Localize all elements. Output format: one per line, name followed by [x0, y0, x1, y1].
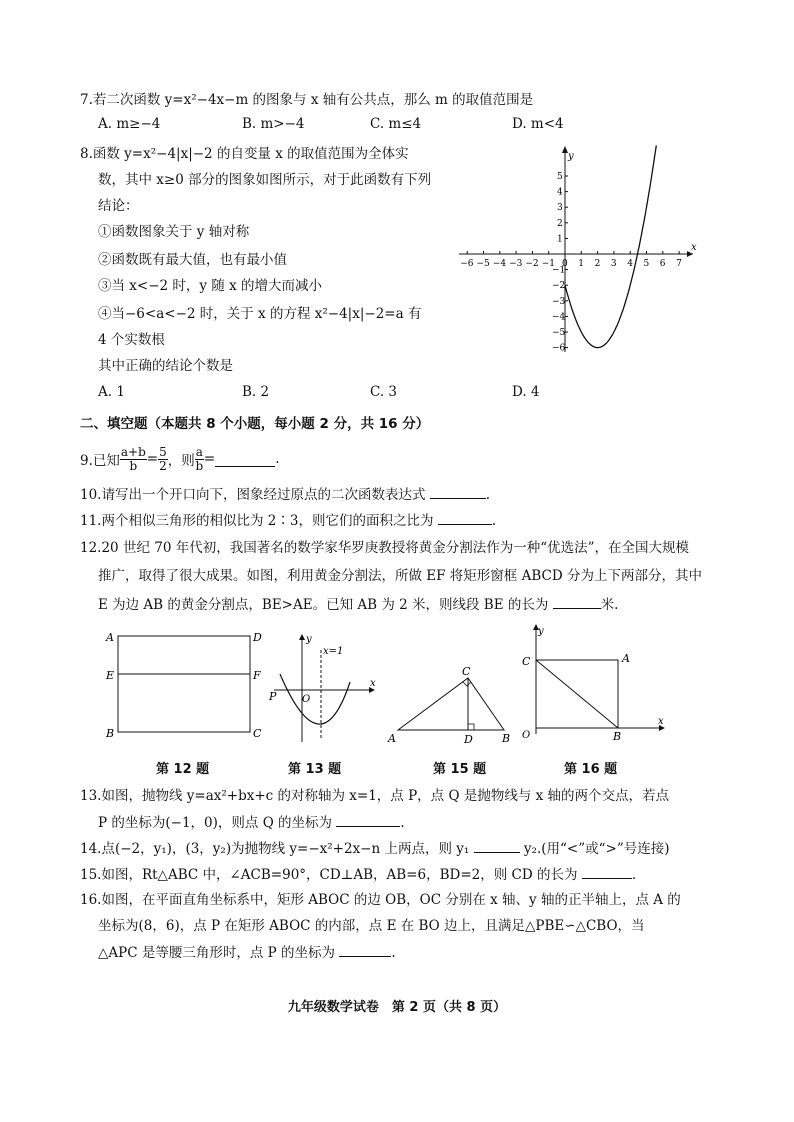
q10 — [80, 484, 490, 505]
figure-15 — [384, 666, 520, 748]
q8-option-c: C. 3 — [370, 384, 398, 400]
q8-x-tick-label: 6 — [659, 259, 666, 269]
q8-option-b: B. 2 — [242, 384, 270, 400]
q8-x-tick-label: −6 — [460, 259, 474, 269]
q7-option-b: B. m>−4 — [242, 116, 305, 132]
q8-line-1: 8.函数 y=x²−4|x|−2 的自变量 x 的取值范围为全体实 — [80, 146, 409, 162]
q8-y-tick-label: 3 — [557, 203, 563, 214]
fig12-label-c: C — [253, 727, 262, 740]
q8-y-tick-label: −6 — [552, 343, 566, 354]
q9-fraction-2 — [158, 446, 168, 473]
q10-text: 10.请写出一个开口向下，图象经过原点的二次函数表达式 — [80, 487, 426, 503]
fig15-label-b: B — [502, 732, 511, 745]
q11-answer-blank[interactable] — [438, 510, 492, 525]
q7-stem: 7.若二次函数 y=x²−4x−m 的图象与 x 轴有公共点，那么 m 的取值范围是 — [80, 92, 534, 108]
q8-option-a: A. 1 — [98, 384, 125, 400]
q8-line-6: ③当 x<−2 时，y 随 x 的增大而减小 — [98, 278, 323, 294]
q16-line-3 — [98, 942, 396, 963]
q8-y-tick-label: −1 — [552, 265, 566, 276]
q16-line-2: 坐标为(8，6)，点 P 在矩形 ABOC 的内部，点 E 在 BO 边上，且满足△PBE∽△CBO，当 — [98, 918, 645, 934]
q9-frac1-den: b — [129, 458, 138, 473]
q8-line-3: 结论： — [98, 198, 139, 214]
q8-line-8: 4 个实数根 — [98, 332, 165, 348]
q15-text: 15.如图，Rt△ABC 中，∠ACB=90°，CD⊥AB，AB=6，BD=2，则 CD 的长为 — [80, 867, 578, 883]
q8-line-4: ①函数图象关于 y 轴对称 — [98, 224, 250, 240]
q7-option-c: C. m≤4 — [370, 116, 422, 132]
q14-left: 14.点(−2，y₁)，(3，y₂)为抛物线 y=−x²+2x−n 上两点，则 y₁ — [80, 841, 470, 857]
fig12-label-f: F — [253, 669, 261, 682]
caption-fig16: 第 16 题 — [564, 762, 618, 777]
q8-y-tick-label: 5 — [557, 172, 563, 182]
fig15-label-c: C — [462, 666, 471, 678]
fig13-label-o: O — [302, 694, 311, 705]
q8-x-tick-label: −2 — [525, 259, 539, 269]
q8-y-label: y — [568, 151, 574, 162]
q9-frac2-den: 2 — [159, 458, 167, 473]
caption-fig15: 第 15 题 — [433, 762, 487, 777]
q11 — [80, 510, 496, 531]
q8-line-5: ②函数既有最大值，也有最小值 — [98, 252, 287, 268]
q12-line-3-text: E 为边 AB 的黄金分割点，BE>AE。已知 AB 为 2 米，则线段 BE 的长为 — [98, 597, 549, 613]
q9-frac3-num: a — [195, 444, 203, 459]
fig13-label-x: x — [370, 678, 376, 689]
q10-answer-blank[interactable] — [430, 484, 486, 499]
fig16-label-a: A — [622, 652, 630, 665]
q13-answer-blank[interactable] — [336, 812, 400, 827]
q8-x-tick-label: −4 — [492, 259, 507, 269]
figure-13 — [266, 630, 378, 746]
q9-fraction-3 — [195, 446, 204, 473]
q8-y-tick-label: 4 — [557, 187, 563, 198]
q9-suffix: = — [203, 451, 216, 467]
q12-line-3 — [98, 594, 618, 615]
q11-text: 11.两个相似三角形的相似比为 2∶3，则它们的面积之比为 — [80, 513, 434, 529]
q8-y-tick-label: −2 — [552, 281, 566, 292]
fig15-right-angle-c — [463, 682, 471, 686]
q9-frac2-num: 5 — [159, 444, 167, 459]
q13-line-2-text: P 的坐标为(−1，0)，则点 Q 的坐标为 — [98, 815, 333, 831]
q8-x-tick-label: −5 — [476, 259, 490, 269]
q9-answer-blank[interactable] — [215, 452, 275, 467]
fig15-label-d: D — [464, 733, 473, 746]
fig13-label-p: P — [269, 690, 277, 703]
q9-end: . — [275, 451, 280, 467]
q16-end: . — [391, 945, 396, 961]
q15-end: . — [631, 867, 637, 883]
q8-function-graph — [455, 142, 700, 357]
q8-option-d: D. 4 — [512, 384, 540, 400]
q12-line-1: 12.20 世纪 70 年代初，我国著名的数学家华罗庚教授将黄金分割法作为一种“优选法”，在全国大规模 — [80, 540, 690, 556]
q15 — [80, 864, 636, 885]
fig15-right-angle-d — [468, 724, 474, 730]
q7-option-a: A. m≥−4 — [98, 116, 161, 132]
q8-x-tick-label: 2 — [594, 259, 601, 269]
fig15-triangle-abc — [398, 678, 504, 730]
fig16-label-y: y — [538, 626, 544, 637]
q16-line-3-text: △APC 是等腰三角形时，点 P 的坐标为 — [98, 945, 336, 961]
caption-fig13: 第 13 题 — [288, 762, 342, 777]
fig12-rectangle-abcd — [118, 636, 250, 732]
fig16-label-c: C — [522, 655, 531, 668]
q14-right: y₂.(用“<”或“>”号连接) — [523, 841, 670, 857]
q8-x-tick-label: 7 — [676, 259, 682, 269]
fig13-parabola — [280, 674, 350, 724]
figure-16 — [516, 620, 668, 744]
q8-x-tick-label: 5 — [643, 259, 650, 269]
fig13-label-y: y — [306, 634, 312, 645]
q12-unit: 米. — [600, 597, 619, 613]
q8-y-tick-label: −5 — [552, 328, 566, 338]
q13-end: . — [400, 815, 405, 831]
fig16-label-b: B — [613, 730, 622, 743]
q8-x-tick-label: 3 — [610, 259, 617, 269]
section-2-title: 二、填空题（本题共 8 个小题，每小题 2 分，共 16 分） — [80, 416, 430, 432]
q8-origin-label: 0 — [562, 259, 568, 269]
q11-end: . — [491, 513, 497, 529]
q8-y-tick-label: 1 — [557, 234, 563, 245]
fig12-label-e: E — [106, 669, 115, 682]
q16-line-1: 16.如图，在平面直角坐标系中，矩形 ABOC 的边 OB，OC 分别在 x 轴、y 轴的正半轴上，点 A 的 — [80, 892, 681, 908]
q10-end: . — [485, 487, 491, 503]
q16-answer-blank[interactable] — [339, 942, 391, 957]
fig15-label-a: A — [388, 732, 396, 745]
fig12-label-b: B — [106, 727, 115, 740]
q13-line-2 — [98, 812, 405, 833]
q8-x-tick-label: 4 — [627, 259, 633, 269]
q13-line-1: 13.如图，抛物线 y=ax²+bx+c 的对称轴为 x=1，点 P，点 Q 是抛物线与 x 轴的两个交点，若点 — [80, 788, 670, 804]
q9-fraction-1 — [120, 446, 147, 473]
fig12-label-d: D — [253, 631, 262, 644]
q9-mid: ，则 — [167, 453, 195, 469]
q9-frac1-num: a+b — [120, 444, 146, 459]
fig16-label-x: x — [658, 716, 664, 727]
q8-line-7: ④当−6<a<−2 时，关于 x 的方程 x²−4|x|−2=a 有 — [98, 306, 422, 322]
q8-y-tick-label: −3 — [552, 296, 566, 307]
q8-parabola — [565, 145, 656, 347]
fig13-label-x1: x=1 — [323, 646, 344, 657]
q12-line-2: 推广，取得了很大成果。如图，利用黄金分割法，所做 EF 将矩形窗框 ABCD 分为上下两部分，其中 — [98, 568, 702, 584]
q14 — [80, 838, 670, 859]
q12-answer-blank[interactable] — [553, 594, 601, 609]
q7-option-d: D. m<4 — [512, 116, 564, 132]
q14-answer-blank[interactable] — [474, 838, 520, 853]
q9-prefix: 9.已知 — [80, 453, 120, 469]
fig12-label-a: A — [106, 631, 114, 644]
q8-line-9: 其中正确的结论个数是 — [98, 358, 233, 374]
q9-eq: = — [146, 451, 159, 467]
fig16-label-o: O — [522, 730, 531, 741]
q8-x-tick-label: −1 — [541, 259, 555, 269]
fig16-diagonal-cb — [536, 660, 618, 728]
q8-y-tick-label: −4 — [552, 312, 566, 323]
q9 — [80, 442, 280, 476]
fig13-y-arrow-icon — [299, 634, 305, 640]
q8-x-tick-label: −3 — [509, 259, 523, 269]
q8-line-2: 数，其中 x≥0 部分的图象如图所示，对于此函数有下列 — [98, 172, 432, 188]
q8-x-label: x — [691, 242, 697, 253]
q8-y-tick-label: 2 — [557, 218, 563, 229]
page-footer: 九年级数学试卷 第 2 页（共 8 页） — [287, 1000, 507, 1015]
caption-fig12: 第 12 题 — [156, 762, 210, 777]
q15-answer-blank[interactable] — [582, 864, 632, 879]
q8-x-tick-label: 1 — [578, 259, 585, 269]
q9-frac3-den: b — [195, 458, 204, 473]
figure-12 — [100, 626, 270, 746]
